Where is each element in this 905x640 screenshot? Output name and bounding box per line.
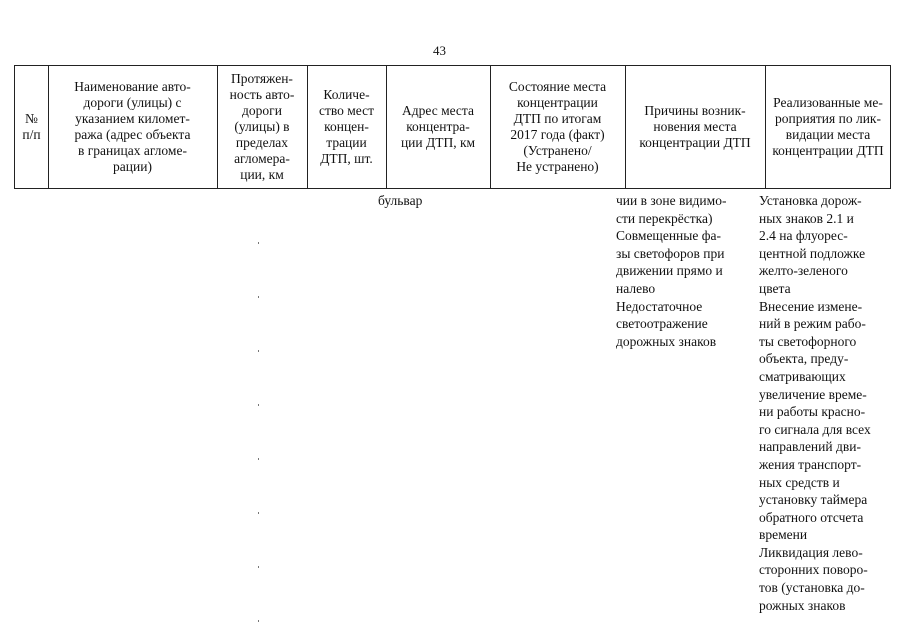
header-status: Состояние места концентрации ДТП по итогам 2017 года (факт) (Устранено/ Не устранено) xyxy=(508,79,607,174)
scan-artifact xyxy=(258,242,259,244)
measures-cell-continuation: Установка дорож- ных знаков 2.1 и 2.4 на флуорес- центной подложке желто-зеленого цвета Внесение измене- ний в режим рабо- ты светофорного объекта, преду- сматривающих увеличение време- ни работы красно- го сигнала для всех направлений дви- жения транспорт- ных средств и установку таймера обратного отсчета времени Ликвидация лево- сторонних поворо- тов (установка до- рожных знаков xyxy=(759,193,871,613)
scan-artifact xyxy=(258,620,259,622)
scan-artifact xyxy=(258,566,259,568)
header-address: Адрес места концентра- ции ДТП, км xyxy=(400,103,476,150)
scan-artifact xyxy=(258,458,259,460)
header-causes: Причины возник- новения места концентрации ДТП xyxy=(639,103,751,150)
table-header-row xyxy=(14,65,891,189)
scan-artifact xyxy=(258,512,259,514)
header-road-name: Наименование авто- дороги (улицы) с указанием километ- ража (адрес объекта в границах агломе- рации) xyxy=(74,79,191,174)
scan-artifact xyxy=(258,350,259,352)
header-road-length: Протяжен- ность авто- дороги (улицы) в пределах агломера- ции, км xyxy=(229,71,295,182)
page-number: 43 xyxy=(433,43,446,58)
address-cell-continuation: бульвар xyxy=(378,193,423,208)
causes-cell-continuation: чии в зоне видимо- сти перекрёстка) Совмещенные фа- зы светофоров при движении прямо и налево Недостаточное светоотражение дорожных знаков xyxy=(616,193,727,349)
header-number: № п/п xyxy=(22,111,41,142)
scan-artifact xyxy=(258,296,259,298)
header-measures: Реализованные ме- роприятия по лик- видации места концентрации ДТП xyxy=(772,95,884,158)
scan-artifact xyxy=(258,404,259,406)
header-accident-count: Количе- ство мест концен- трации ДТП, шт. xyxy=(318,87,375,166)
